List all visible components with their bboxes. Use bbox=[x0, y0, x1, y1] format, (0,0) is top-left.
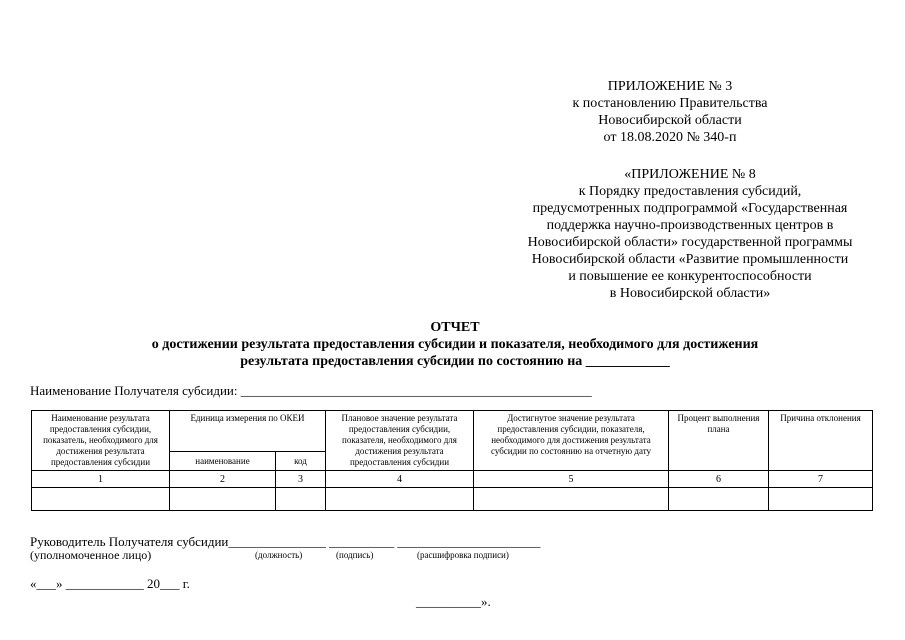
appendix-line: Новосибирской области «Развитие промышленности bbox=[531, 252, 849, 267]
table-cell[interactable] bbox=[669, 488, 769, 511]
header-okei: Единица измерения по ОКЕИ bbox=[170, 411, 326, 452]
table-row bbox=[32, 488, 873, 511]
appendix-line: в Новосибирской области» bbox=[609, 286, 771, 301]
header-okei-code: код bbox=[276, 452, 326, 471]
column-number: 6 bbox=[669, 471, 769, 488]
report-title: ОТЧЕТ bbox=[430, 320, 480, 335]
column-number: 2 bbox=[170, 471, 276, 488]
authorized-person-label: (уполномоченное лицо) bbox=[30, 548, 152, 562]
report-subtitle: о достижении результата предоставления субсидии и показателя, необходимого для достижения bbox=[151, 337, 759, 352]
approval-line: к постановлению Правительства bbox=[572, 96, 768, 111]
table-cell[interactable] bbox=[170, 488, 276, 511]
header-plan-percent: Процент выполнения плана bbox=[669, 411, 769, 471]
header-deviation-reason: Причина отклонения bbox=[769, 411, 873, 471]
appendix-line: Новосибирской области» государственной программы bbox=[527, 235, 853, 250]
recipient-label: Наименование Получателя субсидии: bbox=[30, 383, 241, 398]
appendix-line: предусмотренных подпрограммой «Государственная bbox=[532, 201, 848, 216]
header-achieved-value: Достигнутое значение результата предоставления субсидии, показателя, необходимого для достижения результата субсидии по состоянию на отчетную дату bbox=[474, 411, 669, 471]
hint-position: (должность) bbox=[255, 550, 303, 560]
column-number: 1 bbox=[32, 471, 170, 488]
report-subtitle: результата предоставления субсидии по состоянию на ____________ bbox=[240, 354, 670, 369]
table-cell[interactable] bbox=[474, 488, 669, 511]
report-table bbox=[31, 410, 873, 511]
approval-line: от 18.08.2020 № 340-п bbox=[603, 130, 737, 145]
approval-block bbox=[500, 78, 840, 146]
approval-line: ПРИЛОЖЕНИЕ № 3 bbox=[607, 79, 733, 94]
appendix-line: «ПРИЛОЖЕНИЕ № 8 bbox=[624, 167, 756, 182]
approval-line: Новосибирской области bbox=[598, 113, 742, 128]
appendix-line: поддержка научно-производственных центров в bbox=[546, 218, 834, 233]
appendix-block bbox=[480, 166, 900, 302]
table-cell[interactable] bbox=[32, 488, 170, 511]
header-planned-value: Плановое значение результата предоставления субсидии, показателя, необходимого для достижения результата предоставления субсидии bbox=[326, 411, 474, 471]
appendix-line: к Порядку предоставления субсидий, bbox=[578, 184, 802, 199]
report-title-block bbox=[60, 319, 850, 370]
column-number: 3 bbox=[276, 471, 326, 488]
hint-name: (расшифровка подписи) bbox=[417, 550, 509, 560]
column-number: 7 bbox=[769, 471, 873, 488]
table-cell[interactable] bbox=[326, 488, 474, 511]
column-number: 4 bbox=[326, 471, 474, 488]
table-row-numbers bbox=[32, 471, 873, 488]
recipient-field bbox=[30, 383, 590, 399]
header-result-name: Наименование результата предоставления субсидии, показатель, необходимого для достижения результата предоставления субсидии bbox=[32, 411, 170, 471]
recipient-input-line[interactable]: ______________________________________________________ bbox=[240, 383, 592, 398]
head-label: Руководитель Получателя субсидии bbox=[30, 534, 229, 549]
position-line[interactable]: _______________ bbox=[228, 534, 326, 549]
name-line[interactable]: ______________________ bbox=[397, 534, 541, 549]
header-okei-name: наименование bbox=[170, 452, 276, 471]
date-line: «___» ____________ 20___ г. bbox=[30, 576, 190, 591]
table-cell[interactable] bbox=[769, 488, 873, 511]
table-header-row bbox=[32, 411, 873, 452]
closing-line: __________». bbox=[416, 594, 491, 609]
column-number: 5 bbox=[474, 471, 669, 488]
appendix-line: и повышение ее конкурентоспособности bbox=[568, 269, 812, 284]
hint-signature: (подпись) bbox=[336, 550, 374, 560]
signature-input-line[interactable]: __________ bbox=[329, 534, 395, 549]
table-cell[interactable] bbox=[276, 488, 326, 511]
